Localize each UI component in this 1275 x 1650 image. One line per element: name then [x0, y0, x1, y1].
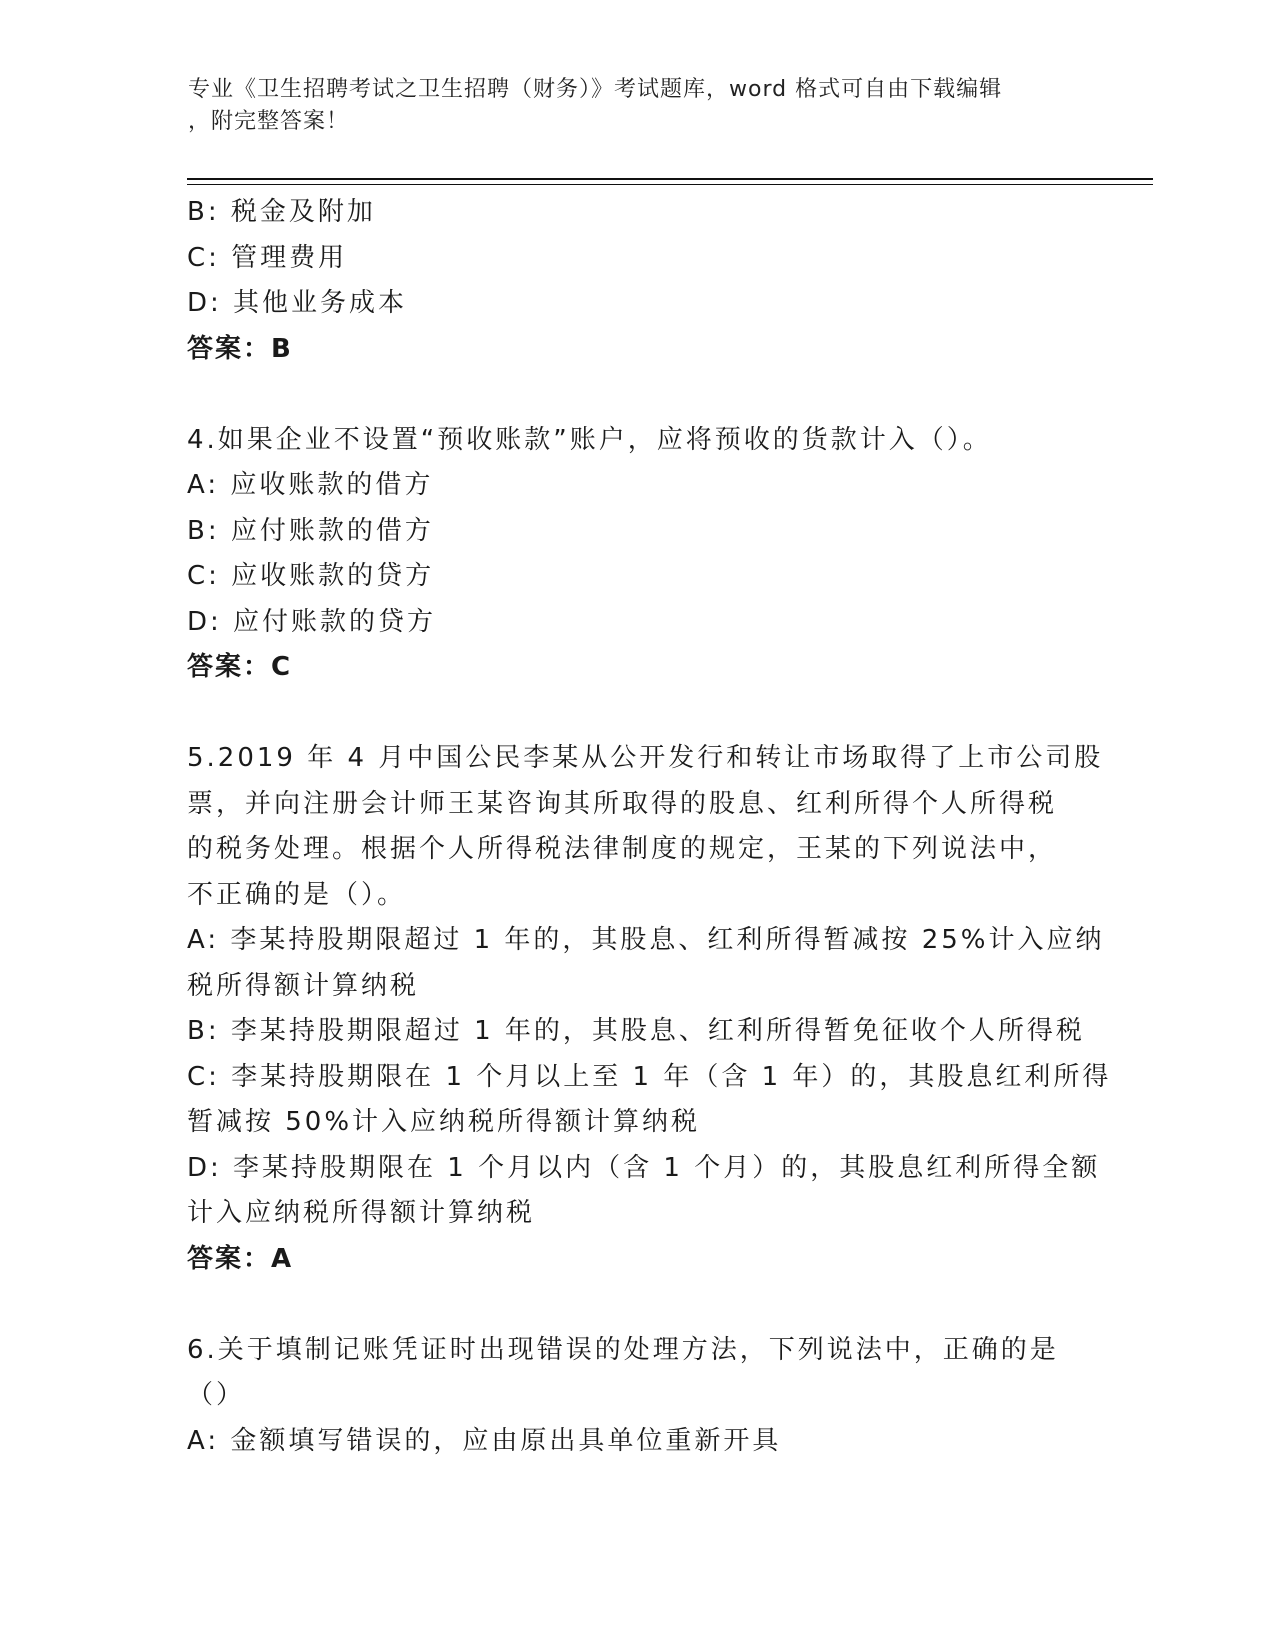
option-a-continued: 税所得额计算纳税 — [187, 970, 420, 1001]
question-content — [187, 190, 1112, 1464]
option-d: D: 李某持股期限在 1 个月以内（含 1 个月）的，其股息红利所得全额 — [187, 1152, 1101, 1183]
option-b: B: 税金及附加 — [187, 197, 376, 227]
spacer — [187, 1282, 1087, 1328]
option-d-continued: 计入应纳税所得额计算纳税 — [187, 1198, 536, 1228]
option-d: D: 应付账款的贷方 — [187, 606, 437, 637]
header-divider-thin — [187, 184, 1153, 185]
answer: 答案：A — [187, 1243, 294, 1274]
question-stem-line: 的税务处理。根据个人所得税法律制度的规定，王某的下列说法中， — [187, 834, 1058, 864]
question-3 — [187, 190, 1087, 372]
option-c-continued: 暂减按 50%计入应纳税所得额计算纳税 — [187, 1107, 701, 1137]
option-d: D: 其他业务成本 — [187, 288, 408, 318]
spacer — [187, 691, 1087, 737]
question-stem-line: 票，并向注册会计师王某咨询其所取得的股息、红利所得个人所得税 — [187, 788, 1058, 819]
spacer — [187, 372, 1087, 418]
question-stem-line: 不正确的是（）。 — [187, 879, 407, 910]
question-stem-line: 6.关于填制记账凭证时出现错误的处理方法，下列说法中，正确的是 — [187, 1334, 1059, 1365]
question-stem: 4.如果企业不设置“预收账款”账户，应将预收的货款计入（）。 — [187, 424, 992, 455]
header-line-1: 专业《卫生招聘考试之卫生招聘（财务）》考试题库，word 格式可自由下载编辑 — [188, 77, 1003, 102]
option-c: C: 应收账款的贷方 — [187, 561, 435, 591]
option-c: C: 管理费用 — [187, 242, 348, 273]
option-a: A: 李某持股期限超过 1 年的，其股息、红利所得暂减按 25%计入应纳 — [187, 925, 1105, 955]
question-6 — [187, 1328, 1087, 1465]
answer: 答案：C — [187, 652, 293, 682]
option-b: B: 李某持股期限超过 1 年的，其股息、红利所得暂免征收个人所得税 — [187, 1016, 1085, 1046]
header-divider-thick — [187, 178, 1153, 180]
question-4 — [187, 418, 1087, 691]
question-stem-line: 5.2019 年 4 月中国公民李某从公开发行和转让市场取得了上市公司股 — [187, 743, 1104, 773]
option-a: A: 金额填写错误的，应由原出具单位重新开具 — [187, 1425, 782, 1456]
question-stem-line: （） — [187, 1380, 246, 1410]
question-5 — [187, 736, 1112, 1282]
header-line-2: ，附完整答案！ — [188, 109, 350, 134]
option-b: B: 应付账款的借方 — [187, 515, 434, 546]
option-c: C: 李某持股期限在 1 个月以上至 1 年（含 1 年）的，其股息红利所得 — [187, 1061, 1112, 1092]
answer: 答案：B — [187, 333, 293, 364]
option-a: A: 应收账款的借方 — [187, 470, 434, 500]
document-header — [188, 74, 1068, 138]
